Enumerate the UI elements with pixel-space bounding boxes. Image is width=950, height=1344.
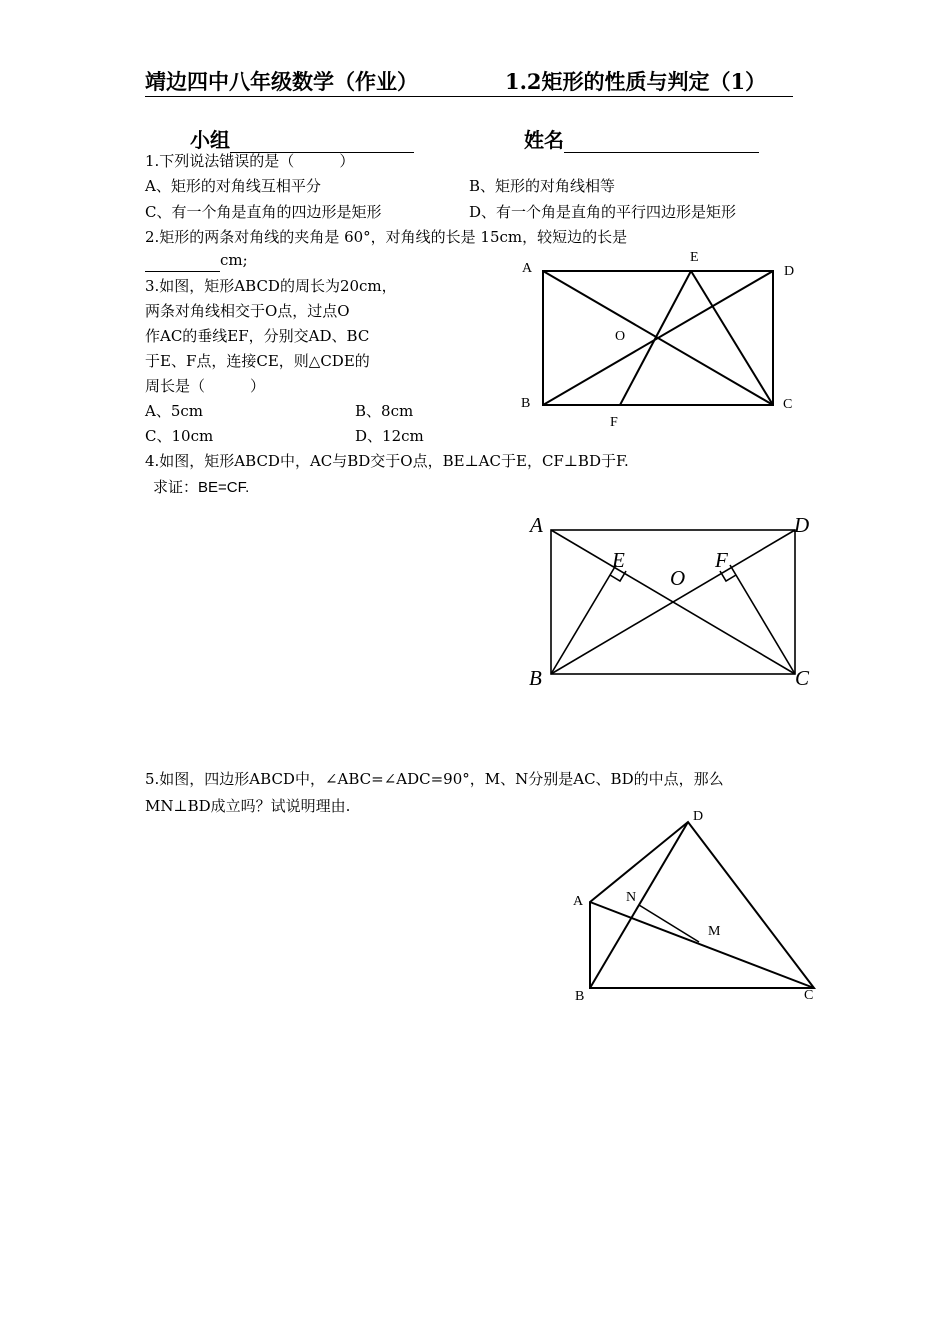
fig2-label-e: E <box>612 548 625 572</box>
fig3-quadrilateral <box>590 822 814 988</box>
q3-option-d: D、12cm <box>355 427 424 445</box>
figure-q3 <box>510 245 810 435</box>
title-right: 1.2矩形的性质与判定（1） <box>505 69 767 94</box>
fig1-segment-ce <box>691 271 773 405</box>
q3-option-c: C、10cm <box>145 427 214 445</box>
fig2-segment-be <box>551 565 616 674</box>
q2-answer-blank <box>145 255 220 272</box>
page-title <box>145 68 793 97</box>
fig2-label-a: A <box>530 513 543 537</box>
q5-line1: 5.如图，四边形ABCD中，∠ABC=∠ADC=90°，M、N分别是AC、BD的中点，那么 <box>145 770 724 788</box>
q1-option-d: D、有一个角是直角的平行四边形是矩形 <box>469 203 737 221</box>
q5-line2: MN⊥BD成立吗？试说明理由. <box>145 797 351 815</box>
fig3-label-m: M <box>708 924 721 939</box>
fig2-label-c: C <box>795 666 810 690</box>
q4-line1: 4.如图，矩形ABCD中，AC与BD交于O点，BE⊥AC于E，CF⊥BD于F. <box>145 452 629 470</box>
group-label: 小组 <box>190 128 230 152</box>
q3-line: 作AC的垂线EF，分别交AD、BC <box>145 327 370 345</box>
figure-q4 <box>520 510 820 690</box>
q3-line: 于E、F点，连接CE，则△CDE的 <box>145 352 370 370</box>
q1-stem: 1.下列说法错误的是（ ） <box>145 152 355 170</box>
fig2-label-d: D <box>794 513 810 537</box>
fig1-label-c: C <box>783 397 793 412</box>
title-left: 靖边四中八年级数学（作业） <box>145 69 418 94</box>
fig2-segment-cf <box>730 565 795 674</box>
q2-unit: cm; <box>220 251 248 269</box>
q1-option-a: A、矩形的对角线互相平分 <box>145 177 321 195</box>
fig1-label-f: F <box>610 415 618 430</box>
fig2-label-o: O <box>670 566 686 590</box>
fig1-label-o: O <box>615 329 626 344</box>
name-blank <box>564 128 759 153</box>
fig3-label-d: D <box>693 809 704 824</box>
fig1-label-e: E <box>690 250 699 265</box>
fig2-label-f: F <box>715 548 728 572</box>
fig1-segment-ef <box>620 271 691 405</box>
q3-line: 3.如图，矩形ABCD的周长为20cm， <box>145 277 397 295</box>
fig1-label-a: A <box>522 261 533 276</box>
fig3-label-a: A <box>573 894 584 909</box>
figure-q5 <box>565 800 825 1010</box>
fig1-label-b: B <box>521 396 531 411</box>
name-label: 姓名 <box>524 128 564 152</box>
fig2-label-b: B <box>529 666 542 690</box>
fig3-label-b: B <box>575 989 585 1004</box>
q4-line2: 求证：BE=CF. <box>153 479 250 496</box>
fig3-label-n: N <box>626 890 637 905</box>
q1-option-b: B、矩形的对角线相等 <box>469 177 616 195</box>
q3-option-a: A、5cm <box>145 402 204 420</box>
q3-line: 两条对角线相交于O点，过点O <box>145 302 350 320</box>
q3-line: 周长是（ ） <box>145 377 266 395</box>
q3-option-b: B、8cm <box>355 402 414 420</box>
group-field <box>190 124 414 153</box>
q2-line2 <box>145 249 248 272</box>
fig1-label-d: D <box>784 264 795 279</box>
q1-option-c: C、有一个角是直角的四边形是矩形 <box>145 203 382 221</box>
q2-line1: 2.矩形的两条对角线的夹角是 60°，对角线的长是 15cm，较短边的长是 <box>145 228 628 246</box>
fig3-label-c: C <box>804 988 814 1003</box>
name-field <box>524 124 759 153</box>
